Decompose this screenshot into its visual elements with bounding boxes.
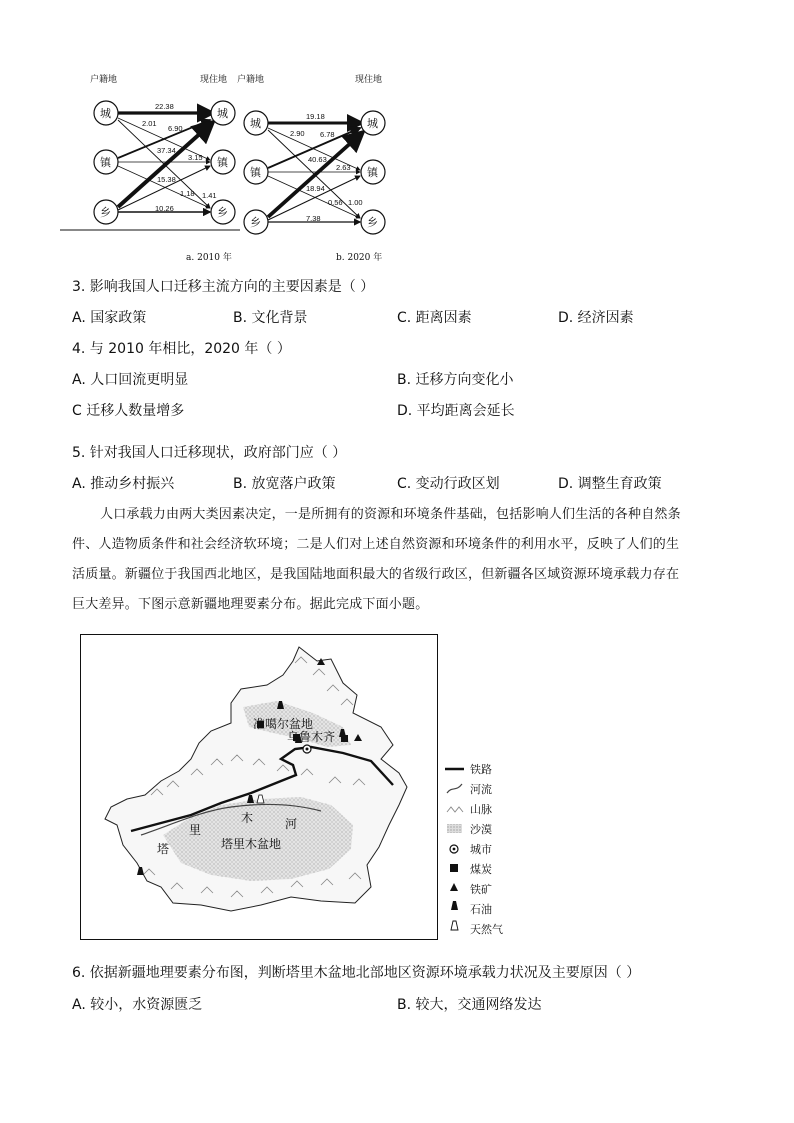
flow-2010-village-city	[118, 122, 213, 207]
value-2020-village-town: 1.00	[348, 198, 363, 207]
legend-coal: 煤炭	[470, 863, 492, 876]
label-he: 河	[285, 817, 298, 831]
flows-2010	[118, 113, 213, 212]
legend-icons-svg	[444, 760, 466, 936]
migration-figure	[60, 62, 400, 267]
label-urumqi: 乌鲁木齐	[287, 730, 336, 744]
value-2010-village-city: 15.38	[157, 175, 176, 184]
caption-2010: a. 2010 年	[186, 253, 232, 263]
passage-line-3: 活质量。新疆位于我国西北地区，是我国陆地面积最大的省级行政区，但新疆各区域资源环境承载力存在	[72, 567, 680, 582]
header-2020-origin: 户籍地	[237, 75, 265, 85]
value-2010-city-city: 22.38	[155, 102, 174, 111]
value-2010-town-village: 1.18	[180, 189, 195, 198]
header-2010-origin: 户籍地	[90, 75, 118, 85]
legend-river: 河流	[470, 783, 492, 796]
xinjiang-map	[80, 634, 438, 940]
question-4-option-d[interactable]: D. 平均距离会延长	[397, 403, 515, 419]
label-2020-dest-city: 城	[367, 117, 378, 130]
label-junggar-basin: 准噶尔盆地	[253, 717, 314, 731]
river-icon	[447, 784, 462, 793]
question-6-option-a[interactable]: A. 较小，水资源匮乏	[72, 997, 203, 1013]
value-2010-city-town: 2.01	[142, 119, 157, 128]
legend-iron: 铁矿	[470, 883, 492, 896]
label-2020-dest-village: 乡	[367, 216, 378, 229]
legend-mountain: 山脉	[470, 803, 492, 816]
question-5-option-c[interactable]: C. 变动行政区划	[397, 476, 500, 492]
question-4-option-c[interactable]: C 迁移人数量增多	[72, 403, 185, 419]
header-2010-dest: 现住地	[200, 75, 228, 85]
map-legend	[444, 760, 534, 940]
label-2010-dest-town: 镇	[217, 156, 228, 169]
question-6-stem: 6. 依据新疆地理要素分布图，判断塔里木盆地北部地区资源环境承载力状况及主要原因（ ）	[72, 965, 641, 981]
legend-city: 城市	[470, 843, 492, 856]
legend-gas: 天然气	[470, 923, 503, 936]
label-2010-origin-city: 城	[100, 107, 111, 120]
label-2020-origin-town: 镇	[250, 166, 261, 179]
value-2020-village-village: 7.38	[306, 214, 321, 223]
label-li: 里	[189, 823, 202, 837]
header-2020-dest: 现住地	[355, 75, 383, 85]
label-2020-origin-city: 城	[250, 117, 261, 130]
gas-icon	[451, 921, 458, 930]
coal-icon	[450, 864, 458, 872]
legend-railway: 铁路	[470, 763, 492, 776]
question-3-option-a[interactable]: A. 国家政策	[72, 310, 147, 326]
xinjiang-map-svg	[81, 635, 437, 939]
value-2010-town-town: 3.15	[188, 153, 203, 162]
legend-oil: 石油	[470, 903, 492, 916]
value-2010-town-city: 37.34	[157, 146, 176, 155]
value-2020-city-town: 2.90	[290, 129, 305, 138]
value-2020-town-village: 0.56	[328, 198, 343, 207]
caption-2020: b. 2020 年	[336, 253, 383, 263]
question-3-option-d[interactable]: D. 经济因素	[558, 310, 634, 326]
label-ta: 塔	[157, 842, 170, 856]
value-2020-town-city: 40.63	[308, 155, 327, 164]
question-3-option-c[interactable]: C. 距离因素	[397, 310, 472, 326]
oil-icon	[451, 901, 458, 910]
label-tarim-basin: 塔里木盆地	[221, 837, 282, 851]
flows-2020	[268, 123, 363, 222]
question-4-option-a[interactable]: A. 人口回流更明显	[72, 372, 189, 388]
value-2010-village-town: 1.41	[202, 191, 217, 200]
passage-line-4: 巨大差异。下图示意新疆地理要素分布。据此完成下面小题。	[72, 597, 429, 612]
label-2010-origin-village: 乡	[100, 206, 111, 219]
passage-line-2: 件、人造物质条件和社会经济软环境；二是人们对上述自然资源和环境条件的利用水平，反映了人们的生	[72, 537, 680, 552]
question-4-stem: 4. 与 2010 年相比，2020 年（ ）	[72, 341, 291, 357]
question-4-option-b[interactable]: B. 迁移方向变化小	[397, 372, 514, 388]
value-2010-village-village: 10.26	[155, 204, 174, 213]
passage-line-1: 人口承载力由两大类因素决定，一是所拥有的资源和环境条件基础，包括影响人们生活的各种自然条	[100, 507, 681, 522]
value-2010-city-village: 6.90	[168, 124, 183, 133]
iron-icon	[450, 883, 458, 891]
label-2010-origin-town: 镇	[100, 156, 111, 169]
question-3-option-b[interactable]: B. 文化背景	[233, 310, 308, 326]
value-2020-city-city: 19.18	[306, 112, 325, 121]
label-2010-dest-city: 城	[217, 107, 228, 120]
question-6-option-b[interactable]: B. 较大，交通网络发达	[397, 997, 542, 1013]
value-2020-village-city: 18.94	[306, 184, 325, 193]
question-3-stem: 3. 影响我国人口迁移主流方向的主要因素是（ ）	[72, 279, 375, 295]
value-2020-city-village: 6.78	[320, 130, 335, 139]
label-2010-dest-village: 乡	[217, 206, 228, 219]
label-2020-origin-village: 乡	[250, 216, 261, 229]
mountain-icon	[447, 807, 463, 812]
question-5-option-b[interactable]: B. 放宽落户政策	[233, 476, 336, 492]
label-2020-dest-town: 镇	[367, 166, 378, 179]
legend-desert: 沙漠	[470, 823, 492, 836]
question-5-option-d[interactable]: D. 调整生育政策	[558, 476, 662, 492]
question-5-option-a[interactable]: A. 推动乡村振兴	[72, 476, 175, 492]
value-2020-town-town: 2.63	[336, 163, 351, 172]
question-5-stem: 5. 针对我国人口迁移现状，政府部门应（ ）	[72, 445, 347, 461]
label-mu: 木	[241, 811, 254, 825]
desert-icon	[447, 824, 462, 833]
